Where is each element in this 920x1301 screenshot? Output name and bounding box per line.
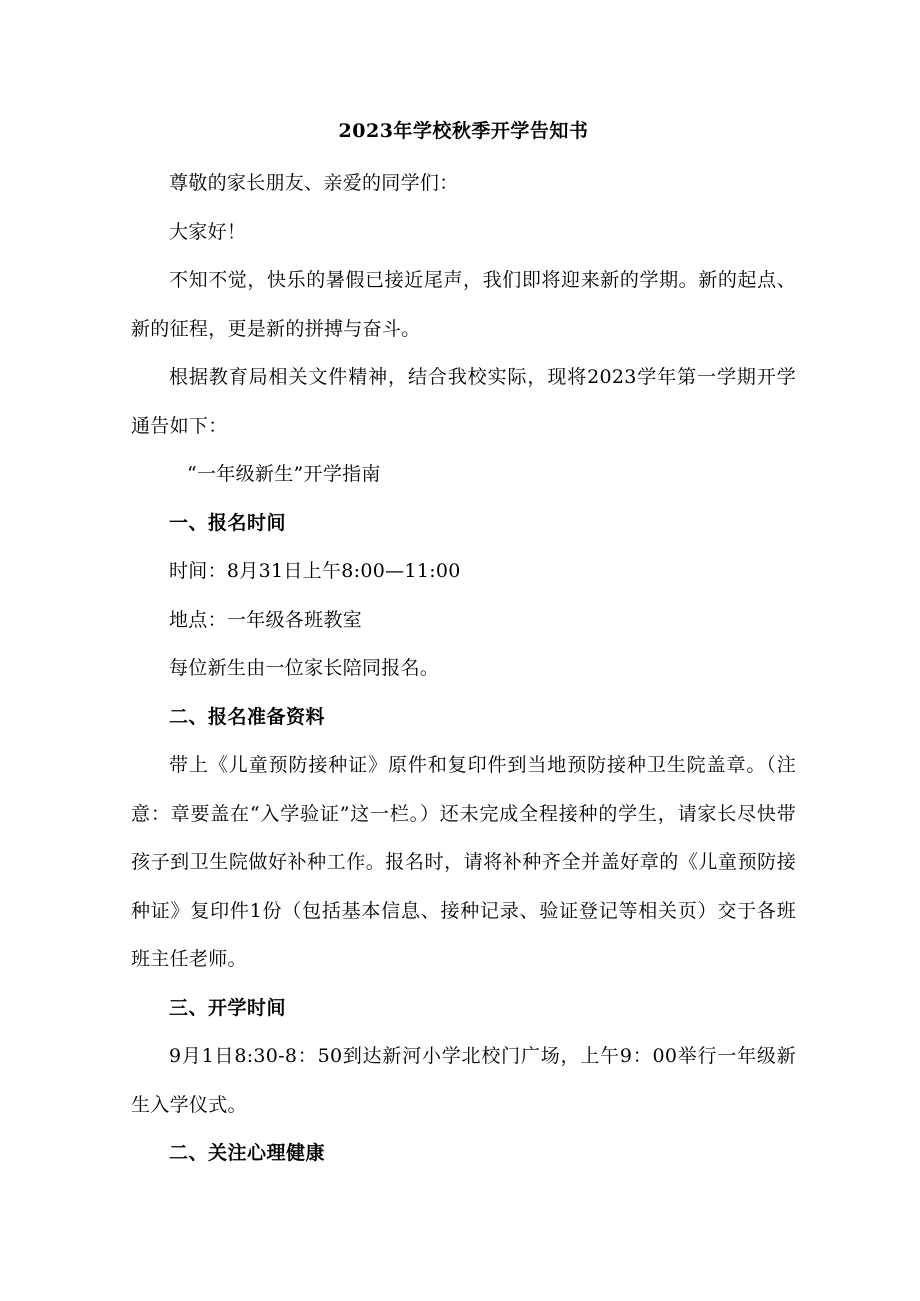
registration-note: 每位新生由一位家长陪同报名。 [169,657,440,679]
basis-paragraph: 根据教育局相关文件精神，结合我校实际，现将2023学年第一学期开学通告如下： [131,366,796,437]
start-time-paragraph: 9月1日8:30-8：50到达新河小学北校门广场，上午9：00举行一年级新生入学仪式。 [131,1045,796,1116]
document-title: 2023年学校秋季开学告知书 [338,120,589,142]
intro-paragraph: 不知不觉，快乐的暑假已接近尾声，我们即将迎来新的学期。新的起点、新的征程，更是新的拼搏与奋斗。 [131,269,796,340]
greeting: 大家好！ [169,220,247,243]
section-heading-materials: 二、报名准备资料 [169,705,326,728]
section-heading-start-time: 三、开学时间 [169,996,287,1019]
document-page [131,116,796,1178]
registration-time: 时间：8月31日上午8:00—11:00 [169,560,461,582]
materials-paragraph: 带上《儿童预防接种证》原件和复印件到当地预防接种卫生院盖章。（注意：章要盖在“入学验证”这一栏。）还未完成全程接种的学生，请家长尽快带孩子到卫生院做好补种工作。报名时，请将补种齐全并盖好章的《儿童预防接种证》复印件1份（包括基本信息、接种记录、验证登记等相关页）交于各班班主任老师。 [131,754,796,970]
section-heading-mental-health: 二、关注心理健康 [169,1142,326,1164]
guide-title: “一年级新生”开学指南 [187,463,381,485]
salutation: 尊敬的家长朋友、亲爱的同学们： [169,172,459,194]
registration-location: 地点：一年级各班教室 [169,608,363,631]
section-heading-registration-time: 一、报名时间 [169,511,287,534]
